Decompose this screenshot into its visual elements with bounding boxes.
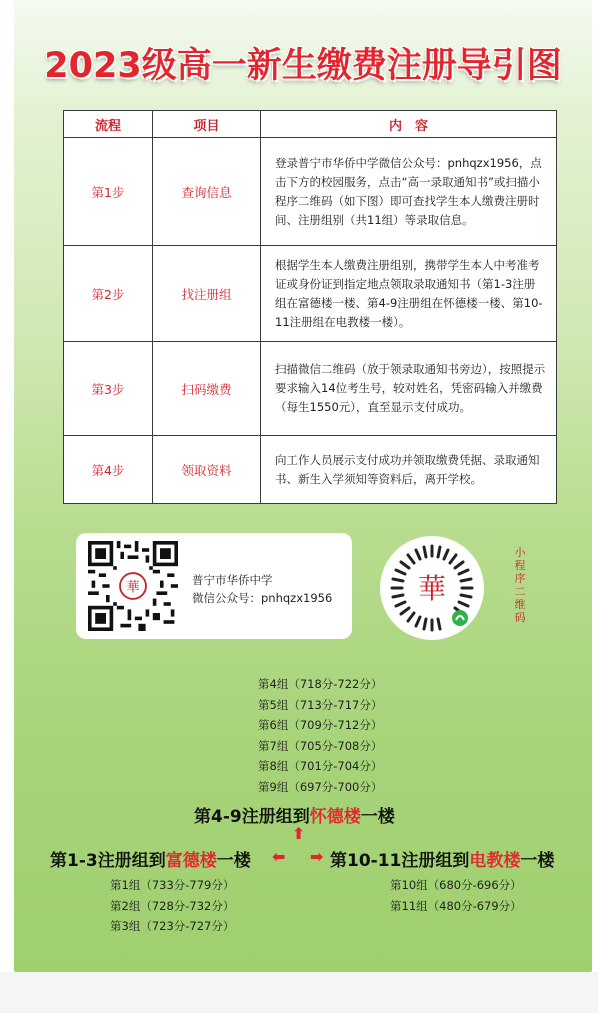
mini-program-label: 小程序二维码 <box>514 546 526 624</box>
building-name: 电教楼 <box>469 851 521 871</box>
table-header <box>64 111 557 138</box>
groups-4-9 <box>258 674 382 797</box>
wechat-info <box>192 571 332 607</box>
step-label: 第4步 <box>64 436 153 504</box>
route-text: 第1-3注册组到 <box>50 851 166 871</box>
list-item: 第3组（723分-727分） <box>110 919 235 933</box>
building-name: 怀德楼 <box>309 807 361 827</box>
arrow-up-icon: ⬆ <box>292 824 306 843</box>
arrow-right-icon: ➡ <box>310 847 324 866</box>
list-item: 第10组（680分-696分） <box>390 878 522 892</box>
route-right <box>330 846 554 871</box>
route-text: 一楼 <box>520 851 555 871</box>
wechat-card <box>76 533 352 639</box>
list-item: 第11组（480分-679分） <box>390 898 522 913</box>
bottom-margin <box>0 972 598 1013</box>
route-text: 一楼 <box>360 807 395 827</box>
list-item: 第7组（705分-708分） <box>258 738 383 753</box>
route-text: 一楼 <box>216 851 251 871</box>
steps-table <box>63 110 557 504</box>
building-name: 富德楼 <box>165 851 217 871</box>
step-item: 找注册组 <box>153 246 261 342</box>
step-item: 领取资料 <box>153 436 261 504</box>
step-content: 扫描微信二维码（放于领录取通知书旁边），按照提示要求输入14位考生号，较对姓名，凭密码输入并缴费（每生1550元），直至显示支付成功。 <box>261 342 557 436</box>
wechat-account: 微信公众号：pnhqzx1956 <box>192 591 333 605</box>
groups-10-11 <box>390 875 522 916</box>
table-row <box>64 342 557 436</box>
mini-program-code[interactable] <box>380 536 484 640</box>
arrow-left-icon: ⬅ <box>272 847 286 866</box>
mini-logo-text: 華 <box>417 572 447 605</box>
step-label: 第1步 <box>64 138 153 246</box>
header-item: 项目 <box>153 111 261 138</box>
step-content: 根据学生本人缴费注册组别，携带学生本人中考准考证或身份证到指定地点领取录取通知书（第1-3注册组在富德楼一楼、第4-9注册组在怀德楼一楼、第10-11注册组在电教楼一楼）。 <box>261 246 557 342</box>
list-item: 第6组（709分-712分） <box>258 718 383 732</box>
header-process: 流程 <box>64 111 153 138</box>
step-label: 第3步 <box>64 342 153 436</box>
school-name: 普宁市华侨中学 <box>192 573 273 587</box>
poster <box>14 0 592 972</box>
list-item: 第2组（728分-732分） <box>110 898 235 913</box>
table-row <box>64 138 557 246</box>
list-item: 第1组（733分-779分） <box>110 878 235 892</box>
table-row <box>64 246 557 342</box>
list-item: 第4组（718分-722分） <box>258 677 383 691</box>
list-item: 第9组（697分-700分） <box>258 779 383 794</box>
route-text: 第4-9注册组到 <box>194 807 310 827</box>
step-item: 查询信息 <box>153 138 261 246</box>
qr-logo-text: 華 <box>126 579 140 596</box>
step-label: 第2步 <box>64 246 153 342</box>
route-left <box>50 846 251 871</box>
route-text: 第10-11注册组到 <box>330 851 470 871</box>
step-content: 向工作人员展示支付成功并领取缴费凭据、录取通知书、新生入学须知等资料后，离开学校。 <box>261 436 557 504</box>
mini-program-code-icon <box>380 536 484 640</box>
groups-1-3 <box>110 875 234 937</box>
page-title: 2023级高一新生缴费注册导引图 <box>44 46 562 86</box>
list-item: 第5组（713分-717分） <box>258 697 383 712</box>
list-item: 第8组（701分-704分） <box>258 759 383 773</box>
wechat-qr-code-icon[interactable] <box>88 541 178 631</box>
header-content: 内 容 <box>261 111 557 138</box>
step-item: 扫码缴费 <box>153 342 261 436</box>
step-content: 登录普宁市华侨中学微信公众号：pnhqzx1956，点击下方的校园服务，点击“高一录取通知书”或扫描小程序二维码（如下图）即可查找学生本人缴费注册时间、注册组别（共11组）等录取信息。 <box>261 138 557 246</box>
table-row <box>64 436 557 504</box>
